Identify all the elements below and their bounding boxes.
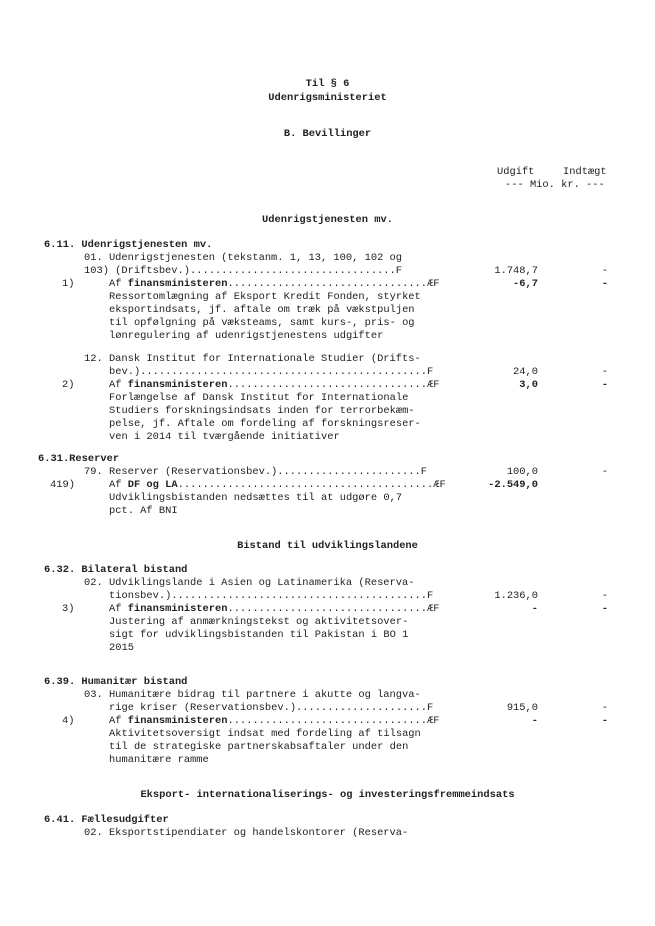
change-1-number: 1) <box>62 278 75 290</box>
row-79-indtaegt: - <box>601 466 608 478</box>
change-4-leader: ................................ÆF <box>227 715 440 727</box>
row-12-udgift: 24,0 <box>513 366 538 378</box>
row-03-line1: 03. Humanitære bidrag til partnere i akutte og langva- <box>84 689 421 701</box>
row-01-indtaegt: - <box>601 265 608 277</box>
change-4-text-1: Aktivitetsoversigt indsat med fordeling af tilsagn <box>109 728 421 740</box>
change-419-text-1: Udviklingsbistanden nedsættes til at udgøre 0,7 <box>109 492 403 504</box>
change-3-text-1: Justering af anmærkningstekst og aktivitetsover- <box>109 616 409 628</box>
row-02-udgift: 1.236,0 <box>494 590 538 602</box>
row-12-indtaegt: - <box>601 366 608 378</box>
section-title: B. Bevillinger <box>283 128 372 140</box>
col-header-indtaegt: Indtægt <box>563 166 607 178</box>
row-79: 79. Reserver (Reservationsbev.).......................F <box>84 466 427 478</box>
section-6-31: 6.31.Reserver <box>38 453 120 465</box>
row-641-02: 02. Eksportstipendiater og handelskontorer (Reserva- <box>84 827 409 839</box>
change-3-leader: ................................ÆF <box>227 603 440 615</box>
row-02-line1: 02. Udviklingslande i Asien og Latinamerika (Reserva- <box>84 577 415 589</box>
row-03-indtaegt: - <box>601 702 608 714</box>
change-4-udgift: - <box>531 715 538 727</box>
change-4-indtaegt: - <box>601 715 608 727</box>
change-3-number: 3) <box>62 603 75 615</box>
change-419-number: 419) <box>50 479 75 491</box>
change-1-text-2: eksportindsats, jf. aftale om træk på vækstpuljen <box>109 304 415 316</box>
change-2-text-4: ven i 2014 til tværgående initiativer <box>109 431 340 443</box>
section-6-32: 6.32. Bilateral bistand <box>44 564 188 576</box>
change-2-text-2: Studiers forskningsindsats inden for terrorbekæm- <box>109 405 415 417</box>
change-419-proposer: DF og LA <box>127 479 178 491</box>
heading-udenrigstjenesten: Udenrigstjenesten mv. <box>262 214 393 226</box>
row-01-line2: 103) (Driftsbev.).................................F <box>84 265 403 277</box>
change-4-text-3: humanitære ramme <box>109 754 209 766</box>
change-4-prefix: Af <box>109 715 128 727</box>
row-03-line2: rige kriser (Reservationsbev.).....................F <box>109 702 434 714</box>
change-1-leader: ................................ÆF <box>227 278 440 290</box>
change-4-number: 4) <box>62 715 75 727</box>
change-3-line <box>109 603 440 615</box>
change-419-leader: .........................................ÆF <box>177 479 446 491</box>
header-paragraph: Til § 6 <box>305 78 350 90</box>
change-2-indtaegt: - <box>601 379 608 391</box>
change-2-prefix: Af <box>109 379 128 391</box>
change-4-line <box>109 715 440 727</box>
section-6-39: 6.39. Humanitær bistand <box>44 676 188 688</box>
change-419-udgift: -2.549,0 <box>488 479 538 491</box>
change-419-text-2: pct. Af BNI <box>109 505 178 517</box>
change-2-number: 2) <box>62 379 75 391</box>
change-1-indtaegt: - <box>601 278 608 290</box>
heading-bistand: Bistand til udviklingslandene <box>237 540 418 552</box>
row-02-line2: tionsbev.).........................................F <box>109 590 434 602</box>
col-header-unit: --- Mio. kr. --- <box>505 179 605 191</box>
change-1-proposer: finansministeren <box>127 278 228 290</box>
change-3-text-2: sigt for udviklingsbistanden til Pakistan i BO 1 <box>109 629 409 641</box>
change-419-line <box>109 479 446 491</box>
change-1-line <box>109 278 440 290</box>
row-79-udgift: 100,0 <box>506 466 538 478</box>
change-1-text-4: lønregulering af udenrigstjenestens udgifter <box>109 330 384 342</box>
change-2-text-1: Forlængelse af Dansk Institut for Internationale <box>109 392 409 404</box>
change-4-text-2: til de strategiske partnerskabsaftaler under den <box>109 741 409 753</box>
change-1-udgift: -6,7 <box>513 278 538 290</box>
change-1-text-3: til opfølgning på væksteams, samt kurs-, pris- og <box>109 317 415 329</box>
change-2-proposer: finansministeren <box>127 379 228 391</box>
row-01-line1: 01. Udenrigstjenesten (tekstanm. 1, 13, 100, 102 og <box>84 252 403 264</box>
section-6-41: 6.41. Fællesudgifter <box>44 814 169 826</box>
change-3-udgift: - <box>531 603 538 615</box>
row-02-indtaegt: - <box>601 590 608 602</box>
change-4-proposer: finansministeren <box>127 715 228 727</box>
change-2-udgift: 3,0 <box>519 379 538 391</box>
change-3-proposer: finansministeren <box>127 603 228 615</box>
change-419-prefix: Af <box>109 479 128 491</box>
section-6-11: 6.11. Udenrigstjenesten mv. <box>44 239 213 251</box>
row-03-udgift: 915,0 <box>506 702 538 714</box>
change-3-text-3: 2015 <box>109 642 134 654</box>
col-header-udgift: Udgift <box>497 166 535 178</box>
change-2-leader: ................................ÆF <box>227 379 440 391</box>
change-1-text-1: Ressortomlægning af Eksport Kredit Fonden, styrket <box>109 291 421 303</box>
change-3-prefix: Af <box>109 603 128 615</box>
row-01-udgift: 1.748,7 <box>494 265 538 277</box>
header-ministry: Udenrigsministeriet <box>268 92 387 104</box>
change-2-line <box>109 379 440 391</box>
change-3-indtaegt: - <box>601 603 608 615</box>
change-1-prefix: Af <box>109 278 128 290</box>
row-12-line2: bev.)..............................................F <box>109 366 434 378</box>
change-2-text-3: pelse, jf. Aftale om fordeling af forskningsreser- <box>109 418 421 430</box>
heading-eksport: Eksport- internationaliserings- og investeringsfremmeindsats <box>140 789 515 801</box>
row-12-line1: 12. Dansk Institut for Internationale Studier (Drifts- <box>84 353 421 365</box>
